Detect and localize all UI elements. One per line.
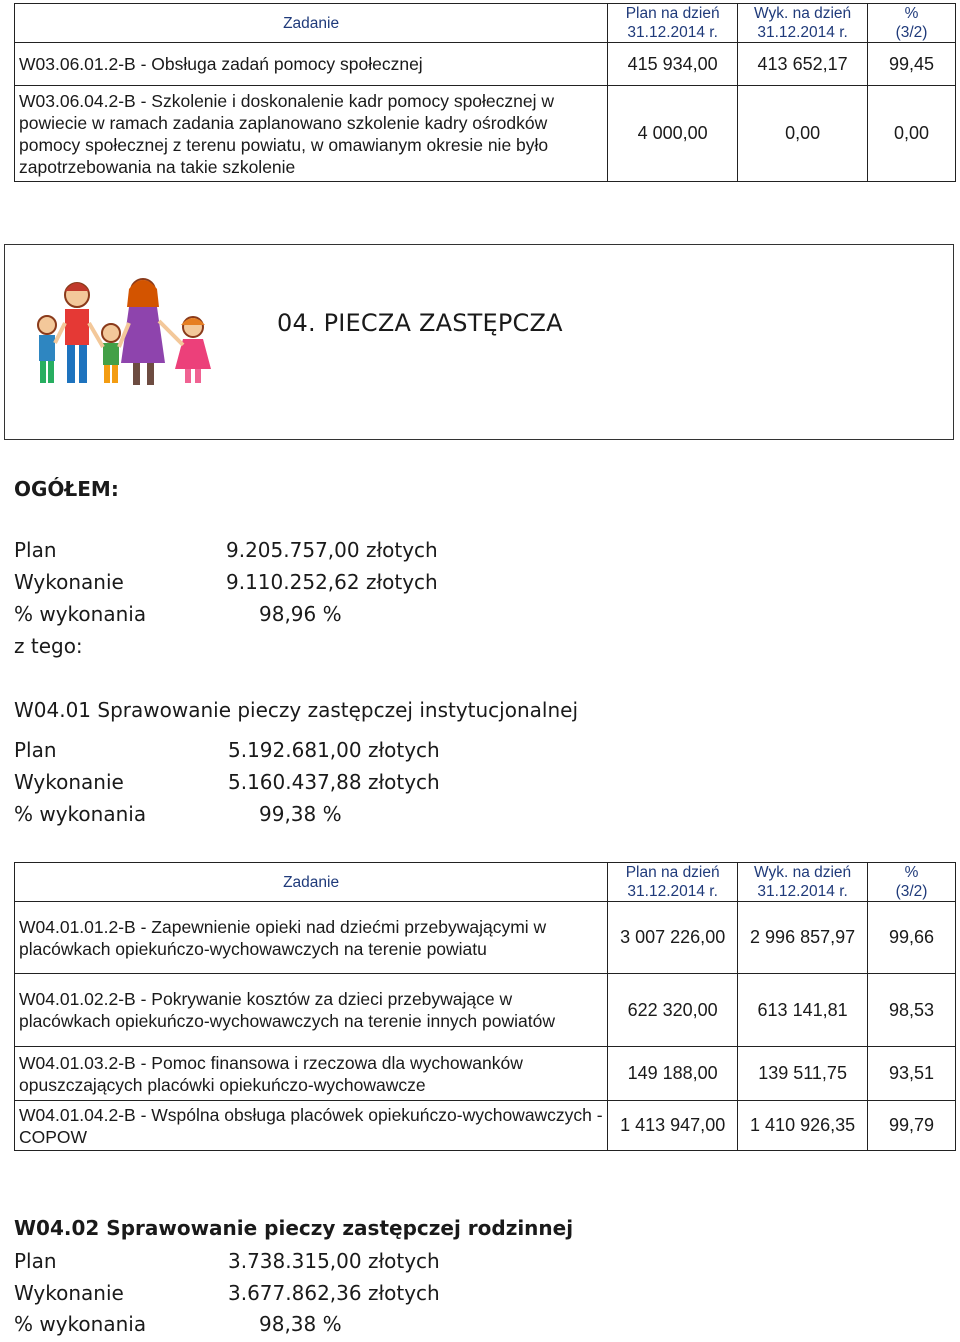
exec-cell: 2 996 857,97 — [738, 902, 868, 974]
exec-cell: 1 410 926,35 — [738, 1101, 868, 1151]
total-plan-value: 9.205.757,00 złotych — [226, 538, 438, 562]
w0401-exec-label: Wykonanie — [14, 770, 124, 794]
w0402-plan-value: 3.738.315,00 złotych — [228, 1249, 440, 1273]
section-title: 04. PIECZA ZASTĘPCZA — [277, 309, 563, 337]
w0401-exec-value: 5.160.437,88 złotych — [228, 770, 440, 794]
task-cell: W04.01.04.2-B - Wspólna obsługa placówek opiekuńczo-wychowawczych - COPOW — [15, 1101, 608, 1151]
total-pct-value: 98,96 % — [259, 602, 342, 626]
w0401-heading: W04.01 Sprawowanie pieczy zastępczej instytucjonalnej — [14, 698, 578, 722]
w0402-exec-value: 3.677.862,36 złotych — [228, 1281, 440, 1305]
col-header-exec — [738, 863, 868, 902]
pct-header-text: % (3/2) — [895, 5, 928, 41]
w0401-plan-label: Plan — [14, 738, 57, 762]
exec-cell: 413 652,17 — [738, 43, 868, 86]
total-heading: OGÓŁEM: — [14, 477, 119, 501]
pct-cell: 0,00 — [868, 86, 956, 182]
col-header-plan — [608, 863, 738, 902]
table-row — [15, 43, 956, 86]
exec-header-text: Wyk. na dzień 31.12.2014 r. — [753, 864, 852, 900]
family-illustration-icon — [35, 273, 235, 393]
task-cell: W04.01.03.2-B - Pomoc finansowa i rzeczowa dla wychowanków opuszczających placówki opiekuńczo-wychowawcze — [15, 1047, 608, 1101]
pct-header-text: % (3/2) — [895, 864, 928, 900]
total-exec-value: 9.110.252,62 złotych — [226, 570, 438, 594]
col-header-pct — [868, 4, 956, 43]
w0402-plan-label: Plan — [14, 1249, 57, 1273]
table-row — [15, 974, 956, 1047]
pct-cell: 99,79 — [868, 1101, 956, 1151]
exec-header-text: Wyk. na dzień 31.12.2014 r. — [753, 5, 852, 41]
table-row — [15, 86, 956, 182]
plan-cell: 3 007 226,00 — [608, 902, 738, 974]
task-cell: W04.01.02.2-B - Pokrywanie kosztów za dzieci przebywające w placówkach opiekuńczo-wychowawczych na terenie innych powiatów — [15, 974, 608, 1047]
plan-header-text: Plan na dzień 31.12.2014 r. — [625, 5, 720, 41]
total-plan-label: Plan — [14, 538, 57, 562]
table-tasks-w0306 — [14, 3, 956, 182]
table-row — [15, 1101, 956, 1151]
plan-cell: 415 934,00 — [608, 43, 738, 86]
plan-cell: 4 000,00 — [608, 86, 738, 182]
pct-cell: 98,53 — [868, 974, 956, 1047]
w0401-pct-label: % wykonania — [14, 802, 147, 826]
pct-cell: 99,45 — [868, 43, 956, 86]
plan-cell: 622 320,00 — [608, 974, 738, 1047]
table-tasks-w0401 — [14, 862, 956, 1151]
table-row — [15, 902, 956, 974]
total-pct-label: % wykonania — [14, 602, 147, 626]
w0402-pct-value: 98,38 % — [259, 1312, 342, 1336]
w0402-exec-label: Wykonanie — [14, 1281, 124, 1305]
exec-cell: 613 141,81 — [738, 974, 868, 1047]
w0402-heading: W04.02 Sprawowanie pieczy zastępczej rodzinnej — [14, 1216, 574, 1240]
task-cell: W03.06.04.2-B - Szkolenie i doskonalenie kadr pomocy społecznej w powiecie w ramach zadania zaplanowano szkolenie kadry ośrodków pomocy społecznej z terenu powiatu, w omawianym okresie nie było zapotrzebowania na takie szkolenie — [15, 86, 608, 182]
col-header-task: Zadanie — [15, 863, 608, 902]
col-header-task: Zadanie — [15, 4, 608, 43]
section-banner — [4, 244, 954, 440]
w0401-pct-value: 99,38 % — [259, 802, 342, 826]
w0402-pct-label: % wykonania — [14, 1312, 147, 1336]
exec-cell: 139 511,75 — [738, 1047, 868, 1101]
plan-header-text: Plan na dzień 31.12.2014 r. — [625, 864, 720, 900]
col-header-pct — [868, 863, 956, 902]
plan-cell: 1 413 947,00 — [608, 1101, 738, 1151]
exec-cell: 0,00 — [738, 86, 868, 182]
w0401-plan-value: 5.192.681,00 złotych — [228, 738, 440, 762]
pct-cell: 93,51 — [868, 1047, 956, 1101]
col-header-plan — [608, 4, 738, 43]
pct-cell: 99,66 — [868, 902, 956, 974]
plan-cell: 149 188,00 — [608, 1047, 738, 1101]
task-cell: W04.01.01.2-B - Zapewnienie opieki nad dziećmi przebywającymi w placówkach opiekuńczo-wychowawczych na terenie powiatu — [15, 902, 608, 974]
total-exec-label: Wykonanie — [14, 570, 124, 594]
task-cell: W03.06.01.2-B - Obsługa zadań pomocy społecznej — [15, 43, 608, 86]
z-tego-label: z tego: — [14, 634, 83, 658]
col-header-exec — [738, 4, 868, 43]
table-row — [15, 1047, 956, 1101]
